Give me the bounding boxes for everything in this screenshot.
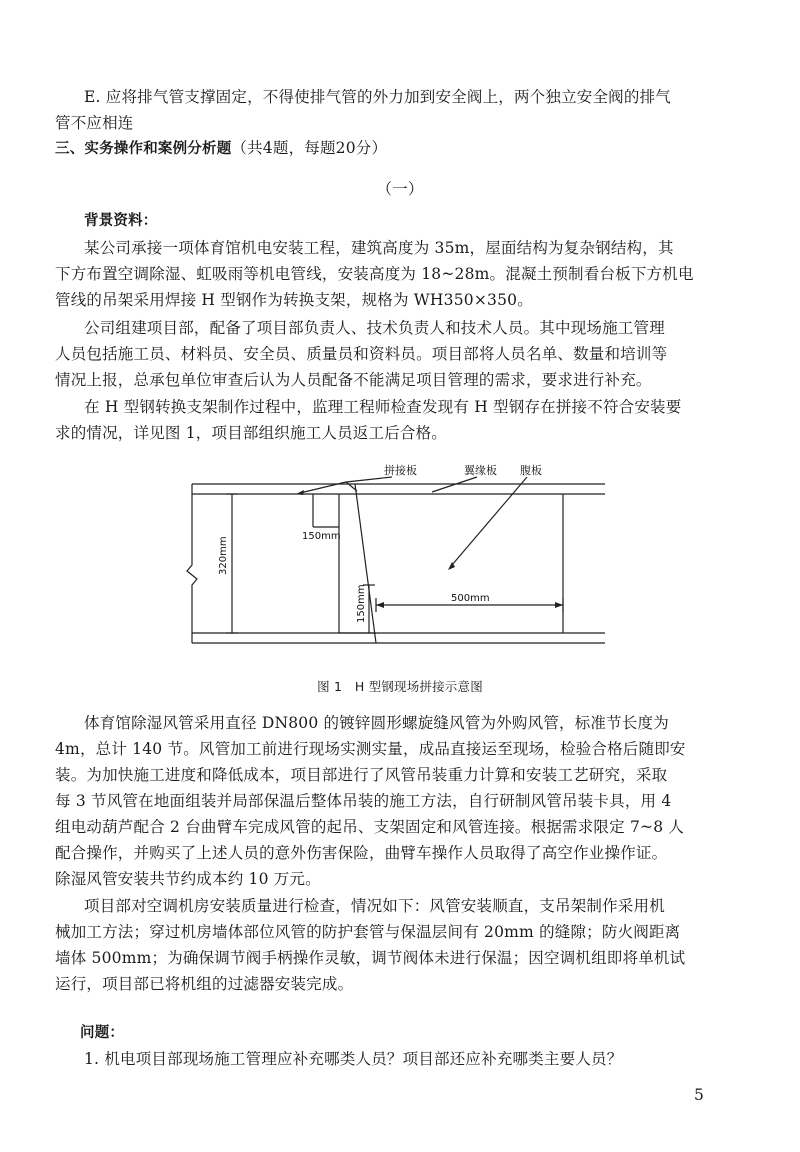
para4-line: 4m，总计 140 节。风管加工前进行现场实测实量，成品直接运至现场，检验合格后随即安 bbox=[55, 740, 686, 758]
para4-line: 除湿风管安装共节约成本约 10 万元。 bbox=[55, 870, 321, 888]
para1-line: 某公司承接一项体育馆机电安装工程，建筑高度为 35m，屋面结构为复杂钢结构，其 bbox=[84, 239, 674, 257]
questions-heading: 问题： bbox=[80, 1025, 125, 1041]
figure-caption: 图 1 H 型钢现场拼接示意图 bbox=[317, 679, 483, 694]
section-title: 三、实务操作和案例分析题 bbox=[55, 141, 232, 157]
background-heading: 背景资料： bbox=[84, 213, 158, 229]
break-line bbox=[187, 484, 197, 643]
flange-plate-label: 翼缘板 bbox=[464, 464, 497, 477]
splice-plate-label: 拼接板 bbox=[384, 464, 417, 477]
para5-line: 墙体 500mm；为确保调节阀手柄操作灵敏，调节阀体未进行保温；因空调机组即将单机试 bbox=[55, 949, 686, 967]
para5-line: 项目部对空调机房安装质量进行检查，情况如下：风管安装顺直，支吊架制作采用机 bbox=[84, 897, 665, 915]
para4-line: 装。为加快施工进度和降低成本，项目部进行了风管吊装重力计算和安装工艺研究，采取 bbox=[55, 766, 668, 784]
para5-line: 械加工方法；穿过机房墙体部位风管的防护套管与保温层间有 20mm 的缝隙；防火阀距离 bbox=[55, 923, 681, 941]
para3-line: 在 H 型钢转换支架制作过程中，监理工程师检查发现有 H 型钢存在拼接不符合安装要 bbox=[84, 398, 682, 416]
height-label: 320mm bbox=[218, 536, 229, 575]
web-length-label: 500mm bbox=[451, 593, 490, 604]
para1-line: 管线的吊架采用焊接 H 型钢作为转换支架，规格为 WH350×350。 bbox=[55, 291, 533, 309]
option-e-line-2: 管不应相连 bbox=[55, 114, 134, 132]
para5-line: 运行，项目部已将机组的过滤器安装完成。 bbox=[55, 975, 354, 993]
flange-offset-label: 150mm bbox=[302, 531, 341, 542]
web-plate-label: 腹板 bbox=[520, 464, 542, 477]
section-heading bbox=[55, 137, 387, 160]
leader-splice-plate bbox=[346, 477, 392, 482]
para2-line: 公司组建项目部，配备了项目部负责人、技术负责人和技术人员。其中现场施工管理 bbox=[84, 319, 665, 337]
para3-line: 求的情况，详见图 1，项目部组织施工人员返工后合格。 bbox=[55, 424, 447, 442]
web-offset-label: 150mm bbox=[356, 584, 367, 623]
page-number: 5 bbox=[694, 1086, 705, 1104]
case-number: （一） bbox=[376, 180, 424, 198]
para2-line: 情况上报，总承包单位审查后认为人员配备不能满足项目管理的需求，要求进行补充。 bbox=[55, 371, 652, 389]
section-note: （共4题，每题20分） bbox=[231, 139, 388, 157]
option-e-line-1: E. 应将排气管支撑固定，不得使排气管的外力加到安全阀上，两个独立安全阀的排气 bbox=[84, 88, 671, 106]
para2-line: 人员包括施工员、材料员、安全员、质量员和资料员。项目部将人员名单、数量和培训等 bbox=[55, 345, 668, 363]
h-beam-splice-diagram bbox=[0, 455, 800, 685]
para4-line: 体育馆除湿风管采用直径 DN800 的镀锌圆形螺旋缝风管为外购风管，标准节长度为 bbox=[84, 714, 669, 732]
para4-line: 每 3 节风管在地面组装并局部保温后整体吊装的施工方法，自行研制风管吊装卡具，用 4 bbox=[55, 792, 672, 810]
para4-line: 组电动葫芦配合 2 台曲臂车完成风管的起吊、支架固定和风管连接。根据需求限定 7~8 人 bbox=[55, 818, 685, 836]
para4-line: 配合操作，并购买了上述人员的意外伤害保险，曲臂车操作人员取得了高空作业操作证。 bbox=[55, 844, 668, 862]
question-1: 1. 机电项目部现场施工管理应补充哪类人员？项目部还应补充哪类主要人员？ bbox=[84, 1050, 623, 1068]
para1-line: 下方布置空调除湿、虹吸雨等机电管线，安装高度为 18~28m。混凝土预制看台板下方机电 bbox=[55, 265, 694, 283]
leader-web-plate bbox=[452, 477, 527, 565]
